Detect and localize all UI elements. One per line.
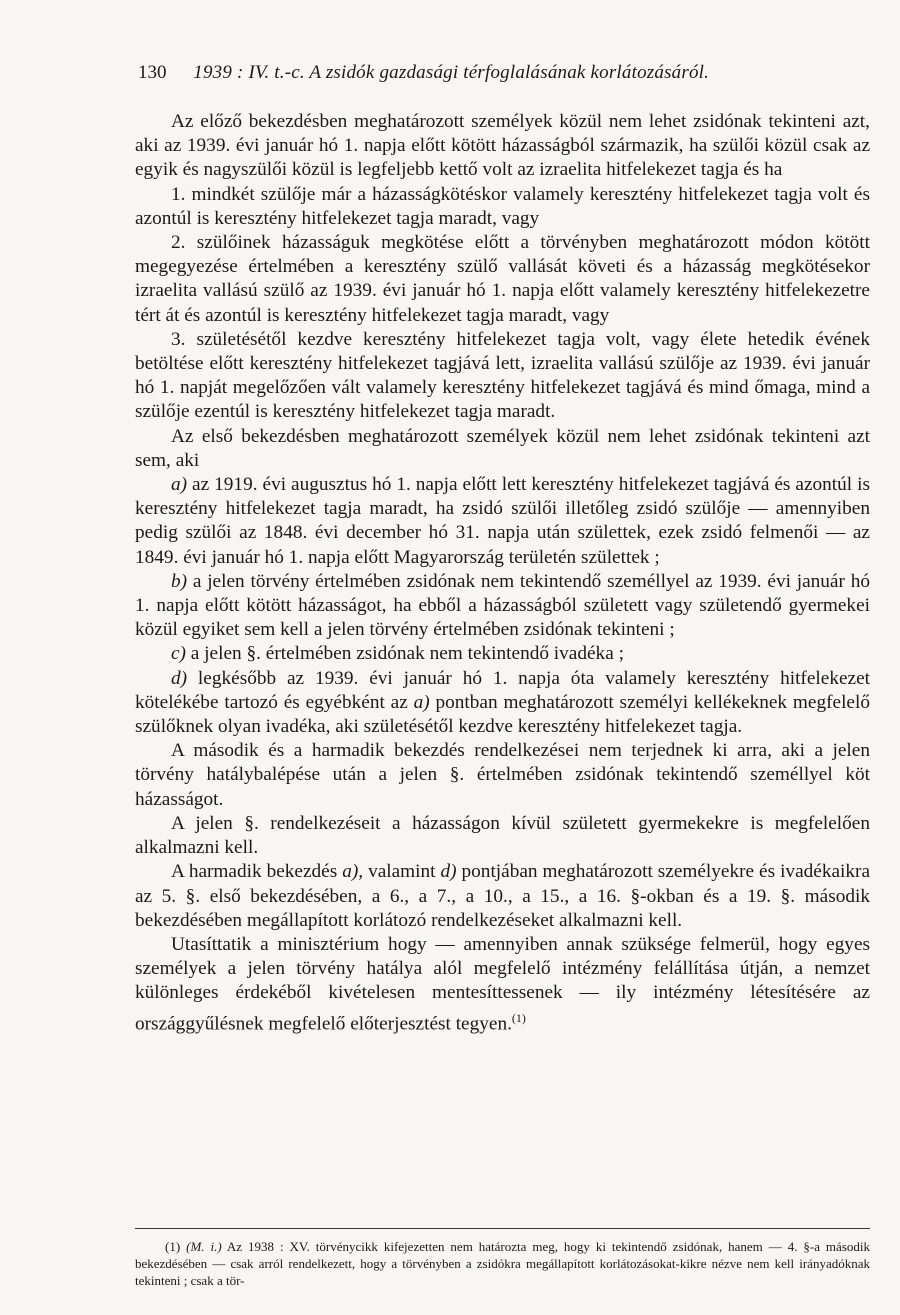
- lettered-item: [135, 570, 870, 643]
- lettered-item: [135, 667, 870, 740]
- paragraph-text: A harmadik bekezdés: [171, 861, 343, 883]
- numbered-item: 1. mindkét szülője már a házasságkötéskor valamely keresztény hitfelekezet tagja volt és azontúl is keresztény hitfelekezet tagja maradt, vagy: [135, 183, 870, 229]
- item-label: a): [171, 474, 188, 496]
- lettered-item: [135, 473, 870, 570]
- numbered-item: 3. születésétől kezdve keresztény hitfelekezet tagja volt, vagy élete hetedik évének betöltése előtt keresztény hitfelekezet tagjává lett, izraelita vallású szülője az 1939. évi január hó 1. napját megelőzően vált valamely keresztény hitfelekezet tagjává és mind őmaga, mind a szülője ezentúl is keresztény hitfelekezet tagja maradt.: [135, 328, 870, 423]
- running-title: 1939 : IV. t.-c. A zsidók gazdasági térfoglalásának korlátozásáról.: [193, 62, 710, 83]
- paragraph-text: pontjában meghatározott személyekre és ivadékaikra az 5. §. első bekezdésében, a 6., a 7., a 10., a 15., a 16. §-okban és a 19. §. második bekezdésében megállapított korlátozó rendelkezéseket alkalmazni kell.: [135, 861, 871, 931]
- paragraph: A második és a harmadik bekezdés rendelkezései nem terjednek ki arra, aki a jelen törvény hatálybalépése után a jelen §. értelmében zsidónak tekintendő személlyel köt házasságot.: [135, 740, 870, 810]
- item-text: az 1919. évi augusztus hó 1. napja előtt lett keresztény hitfelekezet tagjává és azontúl is keresztény hitfelekezet tagja maradt, ha zsidó szülői illetőleg zsidó szülője — amennyiben pedig szülői az 1848. évi december hó 31. napja után születtek, ezek zsidó felmenői — az 1849. évi január hó 1. napja előtt Magyarország területén születtek ;: [135, 474, 870, 568]
- paragraph: [135, 860, 870, 933]
- footnote-marker: (1): [511, 1010, 526, 1025]
- item-label: b): [171, 570, 188, 592]
- lettered-item: [135, 642, 870, 666]
- item-label: c): [171, 643, 186, 665]
- paragraph-text: valamint: [363, 861, 441, 883]
- item-reference: a): [413, 691, 430, 713]
- item-text: legkésőbb az 1939. évi január hó 1. napja óta valamely keresztény hitfelekezet kötelékébe tartozó és egyébként az: [135, 667, 870, 713]
- footnote-body: Az 1938 : XV. törvénycikk kifejezetten nem határozta meg, hogy ki tekintendő zsidónak, hanem — 4. §-a második bekezdésében — csak arról rendelkezett, hogy a törvényben a zsidókra megállapított korlátozásokat-kikre nézve nem kell irányadóknak tekinteni ; csak a tör-: [135, 1239, 870, 1288]
- item-text: pontban meghatározott személyi kellékeknek megfelelő szülőknek olyan ivadéka, aki születésétől kezdve keresztény hitfelekezet tagja.: [135, 691, 870, 738]
- footnote-divider: [135, 1228, 870, 1229]
- paragraph: Az előző bekezdésben meghatározott személyek közül nem lehet zsidónak tekinteni azt, aki az 1939. évi január hó 1. napja előtt kötött házasságból származik, ha szülői közül csak az egyik és nagyszülői közül is legfeljebb kettő volt az izraelita hitfelekezet tagja és ha: [135, 111, 870, 181]
- paragraph: Az első bekezdésben meghatározott személyek közül nem lehet zsidónak tekinteni azt sem, aki: [135, 425, 870, 471]
- footnote-mark: (1): [165, 1239, 181, 1254]
- footnote-source: (M. i.): [186, 1239, 222, 1254]
- paragraph: [135, 933, 870, 1036]
- paragraph-text: Utasíttatik a minisztérium hogy — amennyiben annak szüksége felmerül, hogy egyes személyek a jelen törvény hatálya alól megfelelő intézmény felállítása útján, a nemzet különleges érdekéből kivételesen mentesíttessenek — ily intézmény létesítésére az országgyűlésnek megfelelő előterjesztést tegyen.: [135, 933, 870, 1034]
- paragraph: A jelen §. rendelkezéseit a házasságon kívül született gyermekekre is megfelelően alkalmazni kell.: [135, 812, 870, 859]
- item-text: a jelen törvény értelmében zsidónak nem tekintendő személlyel az 1939. évi január hó 1. napja előtt kötött házasságot, ha ebből a házasságból született vagy születendő gyermekei közül egyiket sem kell a jelen törvény értelmében zsidónak tekinteni ;: [135, 570, 870, 641]
- body-text: [135, 110, 870, 1036]
- page-number: 130: [138, 62, 167, 83]
- footnote: [135, 1238, 870, 1289]
- footnote-text: [135, 1238, 870, 1289]
- running-header: [138, 62, 838, 84]
- item-reference: d): [440, 861, 457, 883]
- item-text: a jelen §. értelmében zsidónak nem tekintendő ivadéka ;: [185, 643, 624, 665]
- numbered-item: 2. szülőinek házasságuk megkötése előtt a törvényben meghatározott módon kötött megegyezése értelmében a keresztény szülő vallását követi és a házasság megkötésekor izraelita vallású szülő az 1939. évi január hó 1. napja előtt valamely keresztény hitfelekezetre tért át és azontúl is keresztény hitfelekezet tagja maradt, vagy: [135, 232, 870, 326]
- item-label: d): [171, 667, 188, 689]
- item-reference: a),: [342, 861, 364, 883]
